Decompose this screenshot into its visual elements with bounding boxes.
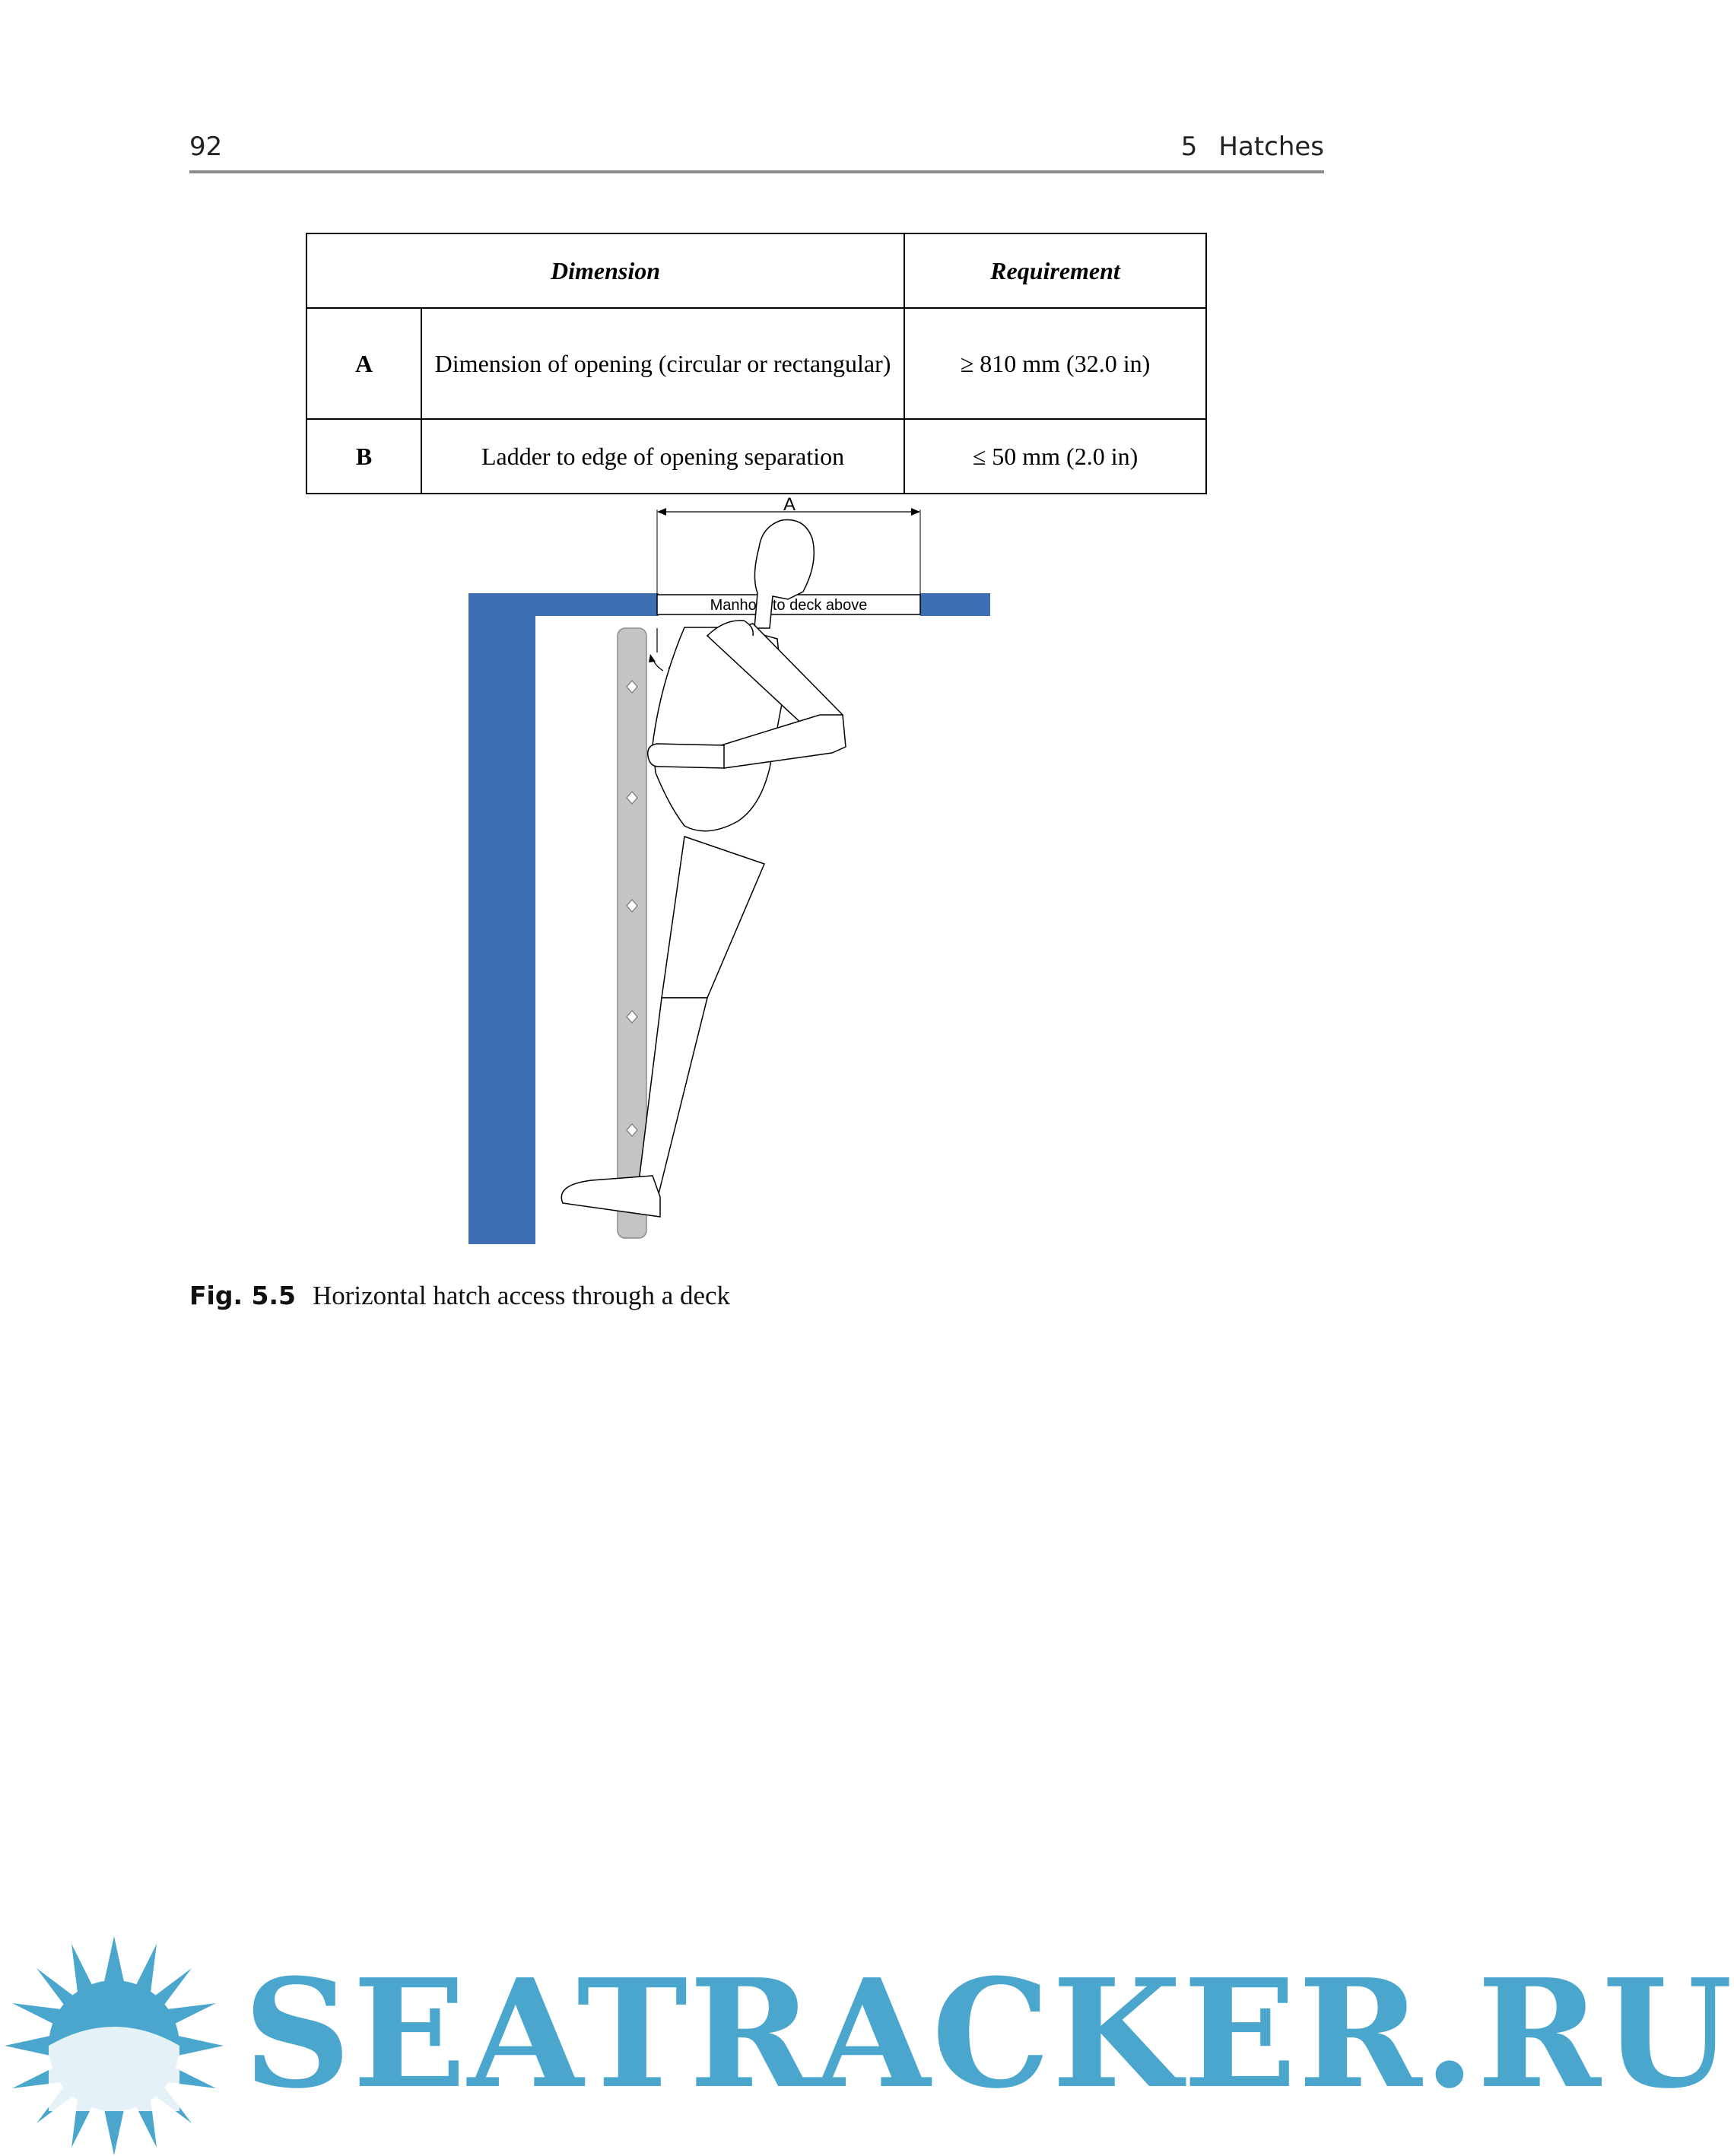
person-figure xyxy=(561,520,846,1218)
row-key: B xyxy=(306,419,421,494)
header-requirement: Requirement xyxy=(904,233,1206,308)
table-row xyxy=(306,308,1206,419)
header-dimension: Dimension xyxy=(306,233,904,308)
dim-a-label: A xyxy=(783,494,796,515)
bulkhead-wall xyxy=(468,593,535,1244)
deck-right xyxy=(920,593,990,616)
requirements-table xyxy=(306,233,1207,494)
hatch-diagram xyxy=(456,487,1004,1247)
header-rule xyxy=(189,170,1324,173)
dim-a-arrow-left xyxy=(657,508,666,516)
caption-label: Fig. 5.5 xyxy=(189,1281,296,1310)
person-foot xyxy=(561,1176,660,1217)
chapter-number: 5 xyxy=(1180,132,1198,162)
watermark-text: SEATRACKER.RU xyxy=(243,1947,1734,2122)
table-header-row xyxy=(306,233,1206,308)
manhole-label: Manhole to deck above xyxy=(710,597,868,614)
row-description: Ladder to edge of opening separation xyxy=(421,419,904,494)
figure-caption xyxy=(189,1281,1324,1311)
dim-b-arrow xyxy=(649,654,656,662)
dim-a-arrow-right xyxy=(911,508,920,516)
deck-left xyxy=(468,593,659,616)
row-requirement: ≤ 50 mm (2.0 in) xyxy=(904,419,1206,494)
person-thigh xyxy=(662,837,764,998)
person-hand xyxy=(648,744,724,768)
caption-text: Horizontal hatch access through a deck xyxy=(312,1281,731,1310)
row-requirement: ≥ 810 mm (32.0 in) xyxy=(904,308,1206,419)
ladder-rail xyxy=(618,628,646,1238)
chapter-title: Hatches xyxy=(1218,132,1324,162)
page-number: 92 xyxy=(189,132,223,162)
chapter-heading xyxy=(1181,132,1324,162)
row-description: Dimension of opening (circular or rectangular) xyxy=(421,308,904,419)
hatch-access-figure xyxy=(456,487,1004,1247)
row-key: A xyxy=(306,308,421,419)
running-head xyxy=(189,125,1324,171)
table-row xyxy=(306,419,1206,494)
